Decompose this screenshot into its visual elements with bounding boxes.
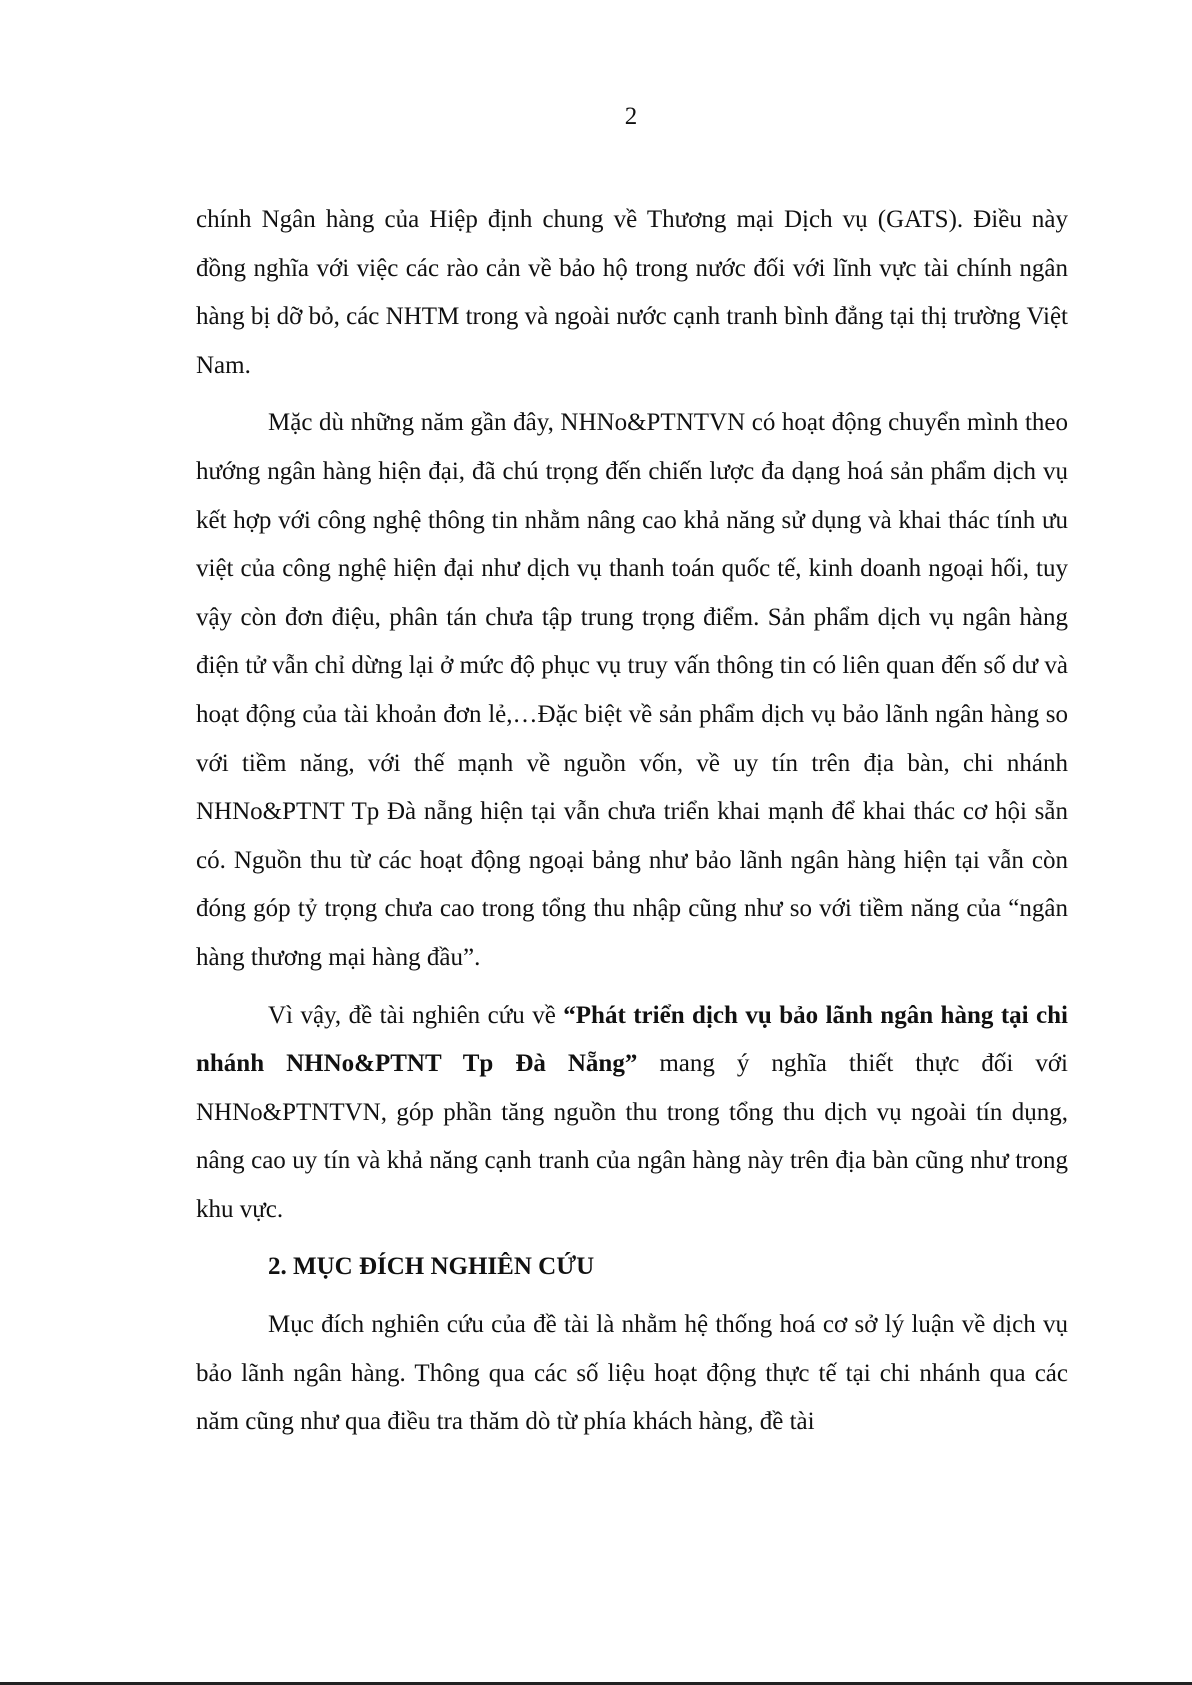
page-number: 2	[624, 103, 638, 130]
paragraph-topic-intro: Vì vậy, đề tài nghiên cứu về	[268, 1001, 564, 1029]
document-body	[196, 196, 1068, 1456]
paragraph-purpose: Mục đích nghiên cứu của đề tài là nhằm hệ thống hoá cơ sở lý luận về dịch vụ bảo lãnh ngân hàng. Thông qua các số liệu hoạt động thực tế tại chi nhánh qua các năm cũng như qua điều tra thăm dò từ phía khách hàng, đề tài	[196, 1311, 1068, 1436]
thesis-title: “Phát triển dịch vụ bảo lãnh ngân hàng tại chi nhánh NHNo&PTNT Tp Đà Nẵng”	[196, 1001, 1068, 1078]
paragraph-topic	[196, 992, 1068, 1235]
paragraph-context: Mặc dù những năm gần đây, NHNo&PTNTVN có hoạt động chuyển mình theo hướng ngân hàng hiện đại, đã chú trọng đến chiến lược đa dạng hoá sản phẩm dịch vụ kết hợp với công nghệ thông tin nhằm nâng cao khả năng sử dụng và khai thác tính ưu việt của công nghệ hiện đại như dịch vụ thanh toán quốc tế, kinh doanh ngoại hối, tuy vậy còn đơn điệu, phân tán chưa tập trung trọng điểm. Sản phẩm dịch vụ ngân hàng điện tử vẫn chỉ dừng lại ở mức độ phục vụ truy vấn thông tin có liên quan đến số dư và hoạt động của tài khoản đơn lẻ,…Đặc biệt về sản phẩm dịch vụ bảo lãnh ngân hàng so với tiềm năng, với thế mạnh về nguồn vốn, về uy tín trên địa bàn, chi nhánh NHNo&PTNT Tp Đà nẵng hiện tại vẫn chưa triển khai mạnh để khai thác cơ hội sẵn có. Nguồn thu từ các hoạt động ngoại bảng như bảo lãnh ngân hàng hiện tại vẫn còn đóng góp tỷ trọng chưa cao trong tổng thu nhập cũng như so với tiềm năng của “ngân hàng thương mại hàng đầu”.	[196, 409, 1068, 971]
paragraph-topic-rest: mang ý nghĩa thiết thực đối với NHNo&PTNTVN, góp phần tăng nguồn thu trong tổng thu dịch vụ ngoài tín dụng, nâng cao uy tín và khả năng cạnh tranh của ngân hàng này trên địa bàn cũng như trong khu vực.	[196, 1050, 1068, 1223]
section-heading: 2. MỤC ĐÍCH NGHIÊN CỨU	[268, 1253, 595, 1281]
paragraph-continuation: chính Ngân hàng của Hiệp định chung về Thương mại Dịch vụ (GATS). Điều này đồng nghĩa với việc các rào cản về bảo hộ trong nước đối với lĩnh vực tài chính ngân hàng bị dỡ bỏ, các NHTM trong và ngoài nước cạnh tranh bình đẳng tại thị trường Việt Nam.	[196, 206, 1068, 379]
